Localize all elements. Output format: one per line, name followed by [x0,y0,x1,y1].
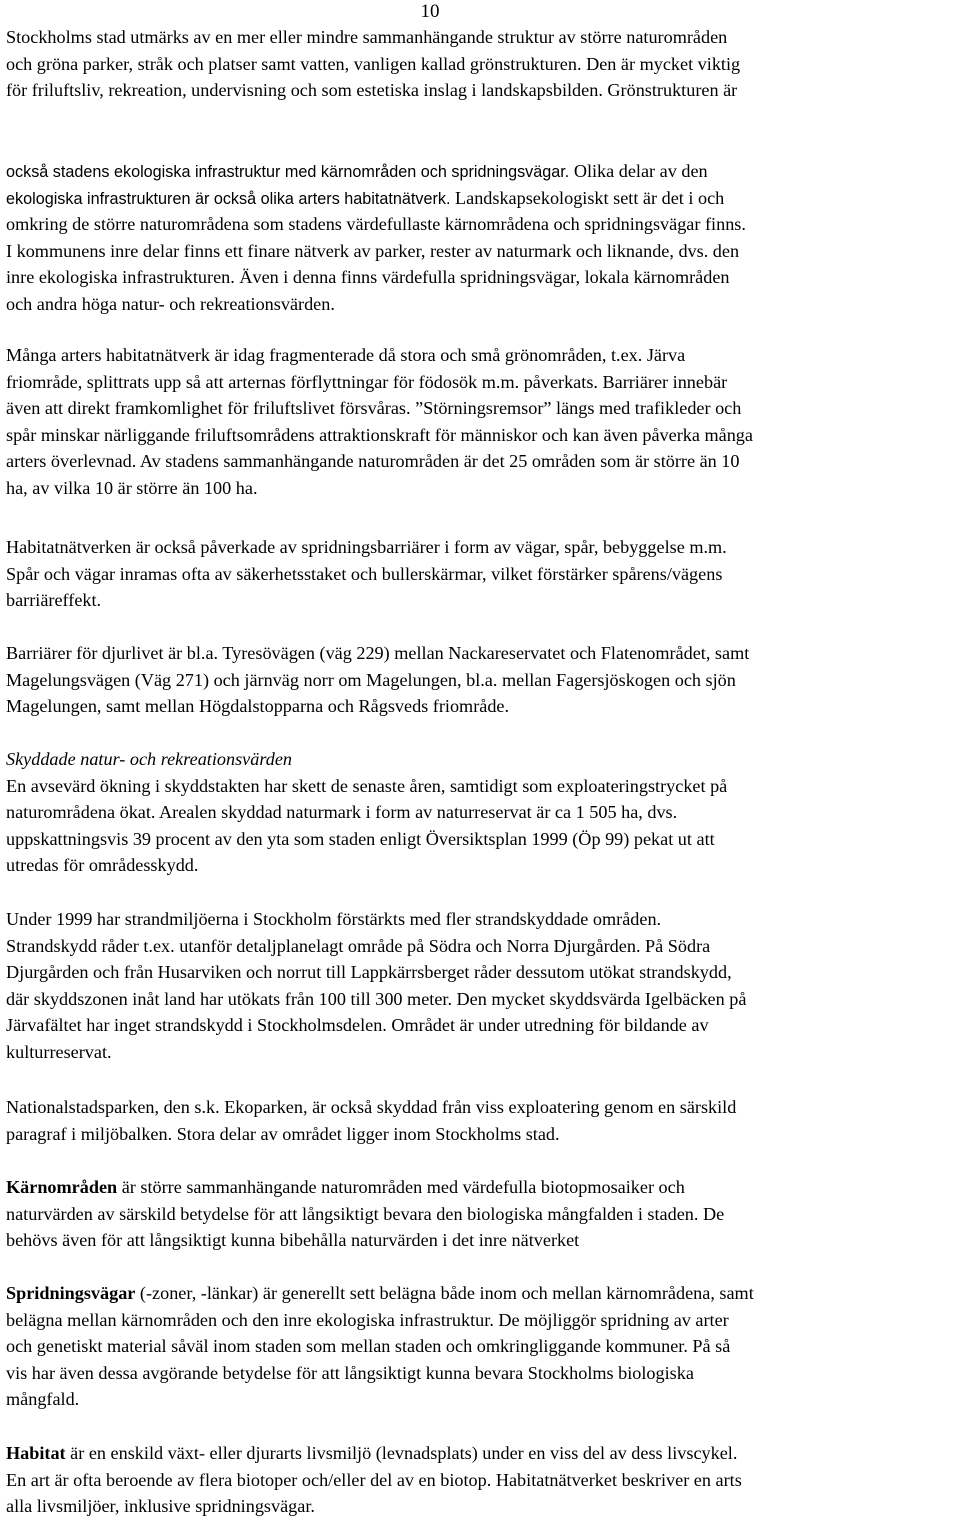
text-line: och andra höga natur- och rekreationsvärden. [6,293,335,314]
text-line: Järvafältet har inget strandskydd i Stockholmsdelen. Området är under utredning för bildande av [6,1015,709,1036]
text-line: paragraf i miljöbalken. Stora delar av området ligger inom Stockholms stad. [6,1123,560,1144]
text-line: vis har även dessa avgörande betydelse för att långsiktigt kunna bevara Stockholms biologiska [6,1362,694,1383]
text-run: ekologiska infrastrukturen är också olika arters habitatnätverk. [6,189,451,208]
text-line: utredas för områdesskydd. [6,855,199,876]
text-line: och gröna parker, stråk och platser samt vatten, vanligen kallad grönstrukturen. Den är mycket viktig [6,53,741,74]
paragraph-shoreline-protection [6,906,956,1066]
definition-habitat [6,1440,956,1520]
text-line: Stockholms stad utmärks av en mer eller mindre sammanhängande struktur av större naturområden [6,27,728,47]
text-line: barriäreffekt. [6,590,102,611]
text-run: Landskapsekologiskt sett är det i och [450,187,725,208]
text-line [6,185,956,212]
text-line: Habitatnätverken är också påverkade av spridningsbarriärer i form av vägar, spår, bebyggelse m.m. [6,537,727,557]
text-run: (-zoner, -länkar) är generellt sett belägna både inom och mellan kärnområdena, samt [135,1283,754,1303]
text-line: mångfald. [6,1389,80,1410]
text-run: också stadens ekologiska infrastruktur med kärnområden och spridningsvägar. [6,163,570,181]
definition-term: Spridningsvägar [6,1283,136,1303]
text-line: uppskattningsvis 39 procent av den yta som staden enligt Översiktsplan 1999 (Öp 99) pekat ut att [6,828,715,849]
text-line: även att direkt framkomlighet för friluftslivet försvåras. ”Störningsremsor” längs med trafikleder och [6,398,742,419]
text-line: alla livsmiljöer, inklusive spridningsvägar. [6,1496,315,1517]
text-run: är större sammanhängande naturområden med värdefulla biotopmosaiker och [117,1177,685,1197]
text-line: friområde, splittrats upp så att arternas förflyttningar för födosök m.m. påverkats. Barriärer innebär [6,371,728,392]
paragraph-fragmentation [6,342,956,502]
text-line: Strandskydd råder t.ex. utanför detaljplanelagt område på Södra och Norra Djurgården. På Södra [6,935,711,956]
text-line [6,1174,956,1201]
text-line: Nationalstadsparken, den s.k. Ekoparken, är också skyddad från viss exploatering genom en särskild [6,1097,737,1117]
paragraph-barriers [6,534,956,614]
text-line [6,1280,956,1307]
text-line: naturvärden av särskild betydelse för att långsiktigt bevara den biologiska mångfalden i staden. De [6,1203,725,1224]
text-line: Under 1999 har strandmiljöerna i Stockholm förstärkts med fler strandskyddade områden. [6,909,662,929]
text-line: En avsevärd ökning i skyddstakten har skett de senaste åren, samtidigt som exploateringstrycket på [6,775,728,796]
text-line: naturområdena ökat. Arealen skyddad naturmark i form av naturreservat är ca 1 505 ha, dvs. [6,802,678,823]
page-number: 10 [420,1,440,22]
text-line: där skyddszonen inåt land har utökats från 100 till 300 meter. Den mycket skyddsvärda Igelbäcken på [6,988,747,1009]
text-line: behövs även för att långsiktigt kunna bibehålla naturvärden i det inre nätverket [6,1230,580,1251]
text-line: Barriärer för djurlivet är bl.a. Tyresövägen (väg 229) mellan Nackareservatet och Flatenområdet, samt [6,643,750,663]
text-line: arters överlevnad. Av stadens sammanhängande naturområden är det 25 områden som är större än 10 [6,451,740,472]
text-line: och genetiskt material såväl inom staden som mellan staden och omkringliggande kommuner. På så [6,1336,731,1357]
definition-term: Habitat [6,1443,66,1463]
text-line: för friluftsliv, rekreation, undervisning och som estetiska inslag i landskapsbilden. Grönstrukturen är [6,80,738,101]
text-line: inre ekologiska infrastrukturen. Även i denna finns värdefulla spridningsvägar, lokala kärnområden [6,267,730,288]
section-heading: Skyddade natur- och rekreationsvärden [6,749,293,769]
text-line: En art är ofta beroende av flera biotoper och/eller del av en biotop. Habitatnätverket beskriver en arts [6,1469,742,1490]
definition-term: Kärnområden [6,1177,118,1197]
text-line: omkring de större naturområdena som stadens värdefullaste kärnområdena och spridningsvägar finns. [6,214,746,235]
text-line: Magelungsvägen (Väg 271) och järnväg norr om Magelungen, bl.a. mellan Fagersjöskogen och sjön [6,669,736,690]
text-line [6,1440,956,1467]
paragraph-national-city-park [6,1094,956,1147]
definition-core-areas [6,1174,956,1254]
text-line: Djurgården och från Husarviken och norrut till Lappkärrsberget råder dessutom utökat strandskydd, [6,962,732,983]
paragraph-ecological-infrastructure [6,158,956,318]
text-line: Spår och vägar inramas ofta av säkerhetsstaket och bullerskärmar, vilket förstärker spårens/vägens [6,563,723,584]
paragraph-greenstructure [6,24,956,104]
text-run: Olika delar av den [569,161,708,181]
text-run: är en enskild växt- eller djurarts livsmiljö (levnadsplats) under en viss del av dess livscykel. [65,1443,738,1463]
text-line [6,158,956,185]
text-line: Många arters habitatnätverk är idag fragmenterade då stora och små grönområden, t.ex. Järva [6,345,686,365]
definition-dispersal-routes [6,1280,956,1413]
section-protected-values [6,746,956,879]
text-line: Magelungen, samt mellan Högdalstopparna och Rågsveds friområde. [6,696,510,717]
text-line: belägna mellan kärnområden och den inre ekologiska infrastruktur. De möjliggör spridning av arter [6,1309,729,1330]
paragraph-wildlife-barriers [6,640,956,720]
text-line: kulturreservat. [6,1041,112,1062]
text-line: I kommunens inre delar finns ett finare nätverk av parker, rester av naturmark och liknande, dvs. den [6,240,740,261]
text-line: ha, av vilka 10 är större än 100 ha. [6,477,258,498]
text-line: spår minskar närliggande friluftsområdens attraktionskraft för människor och kan även påverka många [6,424,753,445]
